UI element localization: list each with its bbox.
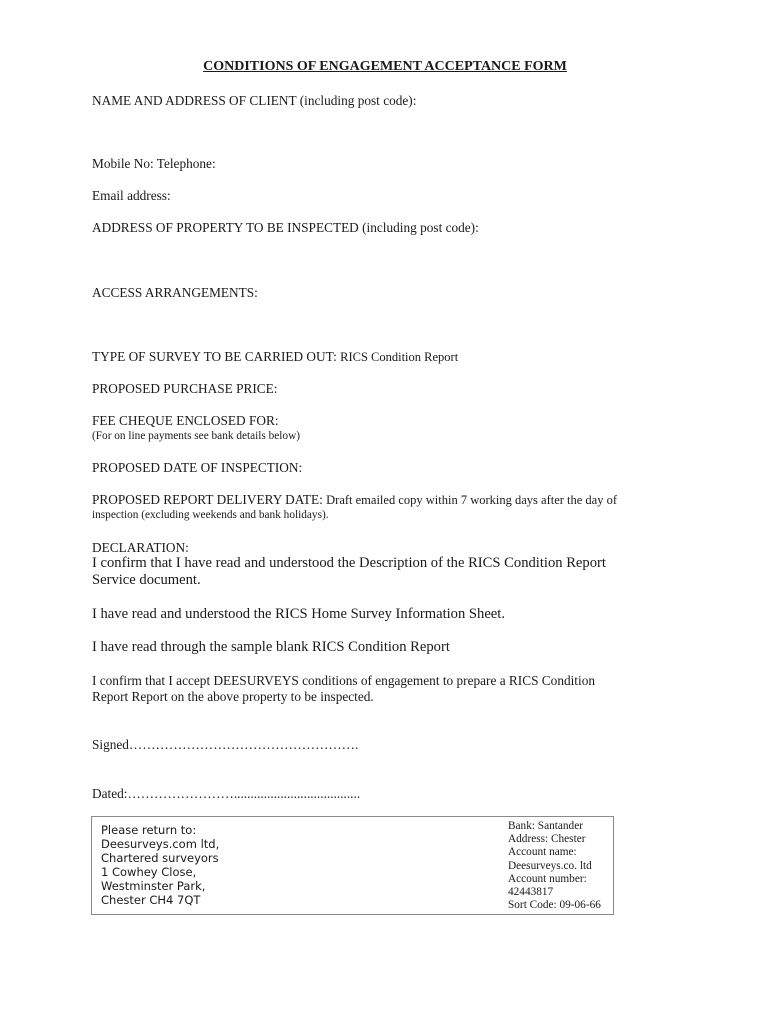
bank-details-block: [508, 820, 601, 912]
form-title: CONDITIONS OF ENGAGEMENT ACCEPTANCE FORM: [203, 59, 567, 74]
return-line: 1 Cowhey Close,: [101, 865, 197, 879]
delivery-date-row: [92, 492, 617, 508]
survey-type-value: RICS Condition Report: [340, 350, 459, 364]
bank-line: Account name:: [508, 846, 577, 859]
phone-label: Mobile No: Telephone:: [92, 156, 216, 171]
email-label: Email address:: [92, 188, 171, 203]
declaration-line-4a: I confirm that I accept DEESURVEYS conditions of engagement to prepare a RICS Condition: [92, 673, 595, 688]
signed-field[interactable]: Signed…………………………………………….: [92, 737, 359, 752]
return-line: Deesurveys.com ltd,: [101, 837, 220, 851]
survey-type-row: [92, 349, 458, 365]
declaration-line-1a: I confirm that I have read and understood the Description of the RICS Condition Report: [92, 555, 606, 571]
declaration-line-2: I have read and understood the RICS Home Survey Information Sheet.: [92, 606, 505, 622]
declaration-line-1b: Service document.: [92, 572, 201, 588]
property-address-label: ADDRESS OF PROPERTY TO BE INSPECTED (including post code):: [92, 220, 479, 235]
fee-note: (For on line payments see bank details below): [92, 430, 300, 442]
return-line: Westminster Park,: [101, 879, 206, 893]
purchase-price-label: PROPOSED PURCHASE PRICE:: [92, 381, 278, 396]
declaration-line-3: I have read through the sample blank RICS Condition Report: [92, 639, 450, 655]
delivery-date-value: Draft emailed copy within 7 working days after the day of: [326, 493, 618, 507]
delivery-date-value-cont: inspection (excluding weekends and bank holidays).: [92, 509, 329, 521]
return-and-bank-box: [91, 816, 614, 915]
bank-line: Address: Chester: [508, 833, 586, 846]
survey-type-label: TYPE OF SURVEY TO BE CARRIED OUT:: [92, 349, 337, 364]
return-line: Chester CH4 7QT: [101, 893, 201, 907]
bank-line: 42443817: [508, 885, 554, 898]
client-name-address-label: NAME AND ADDRESS OF CLIENT (including post code):: [92, 93, 417, 108]
bank-line: Account number:: [508, 872, 587, 885]
return-line: Please return to:: [101, 823, 197, 837]
declaration-heading: DECLARATION:: [92, 540, 189, 555]
bank-line: Deesurveys.co. ltd: [508, 859, 592, 872]
return-line: Chartered surveyors: [101, 851, 219, 865]
access-arrangements-label: ACCESS ARRANGEMENTS:: [92, 285, 258, 300]
inspection-date-label: PROPOSED DATE OF INSPECTION:: [92, 460, 303, 475]
return-address-block: [101, 823, 219, 907]
fee-cheque-label: FEE CHEQUE ENCLOSED FOR:: [92, 413, 279, 428]
declaration-line-4b: Report Report on the above property to be inspected.: [92, 689, 374, 704]
bank-line: Bank: Santander: [508, 820, 583, 832]
delivery-date-label: PROPOSED REPORT DELIVERY DATE:: [92, 492, 323, 507]
dated-field[interactable]: Dated:……………………......................................: [92, 786, 361, 801]
bank-line: Sort Code: 09-06-66: [508, 899, 601, 912]
